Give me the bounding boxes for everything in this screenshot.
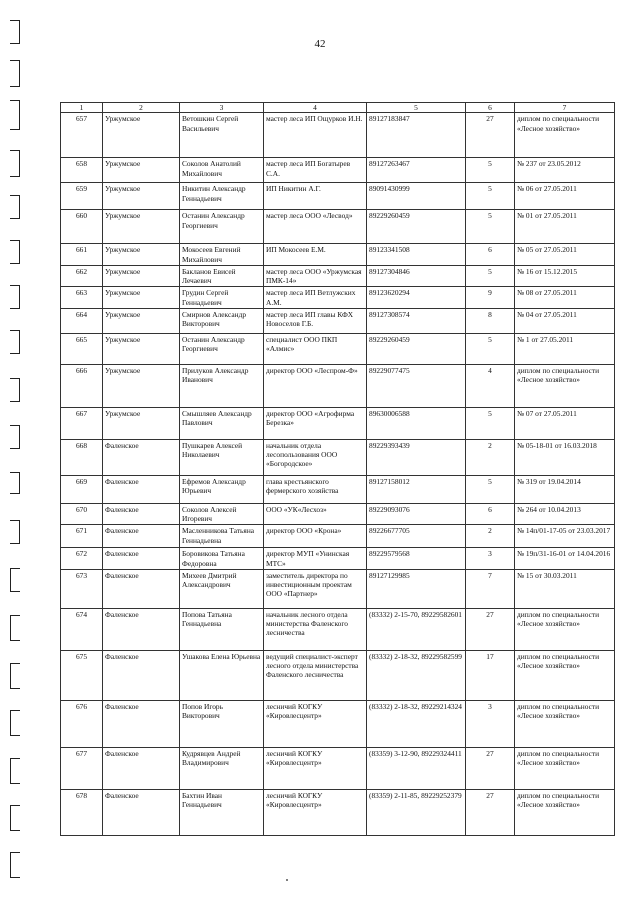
binder-mark [10, 710, 20, 736]
experience-cell: 4 [466, 364, 515, 407]
phone-cell: 89229393439 [367, 439, 466, 475]
phone-cell: 89127308574 [367, 308, 466, 333]
table-row [61, 439, 615, 475]
name-cell: Прилуков Александр Иванович [180, 364, 264, 407]
position-cell: мастер леса ООО «Уржумская ПМК-14» [264, 265, 367, 287]
table-row [61, 569, 615, 608]
row-number: 675 [61, 650, 103, 700]
phone-cell: (83359) 3-12-90, 89229324411 [367, 747, 466, 789]
district-cell: Фаленское [103, 700, 180, 747]
name-cell: Грудин Сергей Геннадьевич [180, 287, 264, 309]
district-cell: Уржумское [103, 113, 180, 158]
phone-cell: 89226677705 [367, 525, 466, 548]
row-number: 678 [61, 789, 103, 835]
column-header: 7 [515, 103, 615, 113]
phone-cell: 89127304846 [367, 265, 466, 287]
column-header: 3 [180, 103, 264, 113]
table-row [61, 407, 615, 439]
row-number: 674 [61, 608, 103, 650]
experience-cell: 5 [466, 265, 515, 287]
document-cell: № 06 от 27.05.2011 [515, 183, 615, 210]
name-cell: Соколов Анатолий Михайлович [180, 158, 264, 183]
position-cell: ИП Никитин А.Г. [264, 183, 367, 210]
phone-cell: 89229579568 [367, 548, 466, 570]
table-row [61, 789, 615, 835]
position-cell: мастер леса ИП Ощурков И.Н. [264, 113, 367, 158]
phone-cell: (83332) 2-18-32, 89229214324 [367, 700, 466, 747]
page-number: 42 [314, 38, 326, 50]
position-cell: начальник отдела лесопользования ООО «Богородское» [264, 439, 367, 475]
district-cell: Фаленское [103, 789, 180, 835]
row-number: 673 [61, 569, 103, 608]
position-cell: лесничий КОГКУ «Кировлесцентр» [264, 747, 367, 789]
phone-cell: 89229260459 [367, 333, 466, 364]
experience-cell: 6 [466, 244, 515, 266]
binder-mark [10, 520, 20, 544]
row-number: 658 [61, 158, 103, 183]
binder-mark [10, 425, 20, 449]
row-number: 664 [61, 308, 103, 333]
column-number-row [61, 103, 615, 113]
district-cell: Фаленское [103, 608, 180, 650]
document-cell: № 237 от 23.05.2012 [515, 158, 615, 183]
document-cell: диплом по специальности «Лесное хозяйство» [515, 113, 615, 158]
binder-mark [10, 330, 20, 354]
document-cell: диплом по специальности «Лесное хозяйство» [515, 650, 615, 700]
experience-cell: 27 [466, 747, 515, 789]
name-cell: Ветошкин Сергей Васильевич [180, 113, 264, 158]
district-cell: Фаленское [103, 548, 180, 570]
phone-cell: 89127263467 [367, 158, 466, 183]
experience-cell: 5 [466, 333, 515, 364]
position-cell: директор ООО «Крона» [264, 525, 367, 548]
phone-cell: 89229077475 [367, 364, 466, 407]
name-cell: Масленникова Татьяна Геннадьевна [180, 525, 264, 548]
row-number: 676 [61, 700, 103, 747]
position-cell: начальник лесного отдела министерства Фаленского лесничества [264, 608, 367, 650]
row-number: 662 [61, 265, 103, 287]
position-cell: ведущий специалист-эксперт лесного отдела министерства Фаленского лесничества [264, 650, 367, 700]
row-number: 669 [61, 475, 103, 503]
column-header: 4 [264, 103, 367, 113]
district-cell: Уржумское [103, 364, 180, 407]
document-cell: № 05-18-01 от 16.03.2018 [515, 439, 615, 475]
experience-cell: 27 [466, 113, 515, 158]
district-cell: Уржумское [103, 308, 180, 333]
position-cell: специалист ООО ПКП «Алмис» [264, 333, 367, 364]
name-cell: Кудрявцев Андрей Владимирович [180, 747, 264, 789]
district-cell: Уржумское [103, 210, 180, 244]
experience-cell: 9 [466, 287, 515, 309]
scan-speck [286, 879, 288, 881]
row-number: 663 [61, 287, 103, 309]
position-cell: лесничий КОГКУ «Кировлесцентр» [264, 789, 367, 835]
district-cell: Фаленское [103, 503, 180, 525]
row-number: 667 [61, 407, 103, 439]
district-cell: Уржумское [103, 183, 180, 210]
position-cell: директор ООО «Агрофирма Березка» [264, 407, 367, 439]
experience-cell: 5 [466, 210, 515, 244]
district-cell: Уржумское [103, 333, 180, 364]
column-header: 2 [103, 103, 180, 113]
table-row [61, 113, 615, 158]
experience-cell: 8 [466, 308, 515, 333]
document-cell: № 319 от 19.04.2014 [515, 475, 615, 503]
document-cell: № 05 от 27.05.2011 [515, 244, 615, 266]
district-cell: Уржумское [103, 244, 180, 266]
document-cell: диплом по специальности «Лесное хозяйство» [515, 789, 615, 835]
document-cell: № 01 от 27.05.2011 [515, 210, 615, 244]
binder-mark [10, 472, 20, 494]
document-cell: № 19п/31-16-01 от 14.04.2016 [515, 548, 615, 570]
name-cell: Останин Александр Георгиевич [180, 210, 264, 244]
table-row [61, 525, 615, 548]
table-row [61, 503, 615, 525]
table-row [61, 364, 615, 407]
row-number: 659 [61, 183, 103, 210]
table-row [61, 650, 615, 700]
binder-mark [10, 100, 20, 130]
position-cell: лесничий КОГКУ «Кировлесцентр» [264, 700, 367, 747]
position-cell: директор ООО «Леспром-Ф» [264, 364, 367, 407]
name-cell: Смирнов Александр Викторович [180, 308, 264, 333]
binder-mark [10, 195, 20, 219]
experience-cell: 5 [466, 158, 515, 183]
phone-cell: (83332) 2-18-32, 89229582599 [367, 650, 466, 700]
position-cell: ИП Мокосеев Е.М. [264, 244, 367, 266]
experience-cell: 6 [466, 503, 515, 525]
document-cell: диплом по специальности «Лесное хозяйство» [515, 747, 615, 789]
phone-cell: 89229093076 [367, 503, 466, 525]
phone-cell: 89127158012 [367, 475, 466, 503]
document-cell: № 264 от 10.04.2013 [515, 503, 615, 525]
table-row [61, 308, 615, 333]
column-header: 6 [466, 103, 515, 113]
phone-cell: 89091430999 [367, 183, 466, 210]
binder-mark [10, 378, 20, 402]
district-cell: Уржумское [103, 158, 180, 183]
table-row [61, 333, 615, 364]
name-cell: Ушакова Елена Юрьевна [180, 650, 264, 700]
table-row [61, 183, 615, 210]
row-number: 657 [61, 113, 103, 158]
position-cell: заместитель директора по инвестиционным проектам ООО «Партнер» [264, 569, 367, 608]
phone-cell: 89630006588 [367, 407, 466, 439]
experience-cell: 2 [466, 439, 515, 475]
experience-cell: 27 [466, 789, 515, 835]
binder-mark [10, 60, 20, 87]
name-cell: Бакланов Евисей Лечаевич [180, 265, 264, 287]
name-cell: Попова Татьяна Геннадьевна [180, 608, 264, 650]
table-row [61, 287, 615, 309]
district-cell: Уржумское [103, 287, 180, 309]
name-cell: Никитин Александр Геннадьевич [180, 183, 264, 210]
district-cell: Уржумское [103, 265, 180, 287]
document-cell: диплом по специальности «Лесное хозяйство» [515, 700, 615, 747]
position-cell: директор МУП «Унинская МТС» [264, 548, 367, 570]
binder-mark [10, 615, 20, 641]
experience-cell: 17 [466, 650, 515, 700]
position-cell: мастер леса ООО «Лесвод» [264, 210, 367, 244]
binder-mark [10, 285, 20, 309]
phone-cell: 89127129985 [367, 569, 466, 608]
name-cell: Попов Игорь Викторович [180, 700, 264, 747]
district-cell: Фаленское [103, 439, 180, 475]
experience-cell: 3 [466, 700, 515, 747]
binder-mark [10, 758, 20, 784]
row-number: 670 [61, 503, 103, 525]
column-header: 5 [367, 103, 466, 113]
binder-mark [10, 240, 20, 264]
position-cell: мастер леса ИП Богатырев С.А. [264, 158, 367, 183]
row-number: 661 [61, 244, 103, 266]
document-cell: № 08 от 27.05.2011 [515, 287, 615, 309]
binder-mark [10, 805, 20, 831]
binder-mark [10, 663, 20, 689]
experience-cell: 5 [466, 183, 515, 210]
table-row [61, 548, 615, 570]
experience-cell: 2 [466, 525, 515, 548]
experience-cell: 27 [466, 608, 515, 650]
district-cell: Фаленское [103, 650, 180, 700]
phone-cell: (83332) 2-15-70, 89229582601 [367, 608, 466, 650]
district-cell: Фаленское [103, 525, 180, 548]
phone-cell: 89127183847 [367, 113, 466, 158]
name-cell: Мокосеев Евгений Михайлович [180, 244, 264, 266]
table-row [61, 244, 615, 266]
binder-mark [10, 852, 20, 878]
name-cell: Соколов Алексей Игоревич [180, 503, 264, 525]
experience-cell: 5 [466, 407, 515, 439]
phone-cell: (83359) 2-11-85, 89229252379 [367, 789, 466, 835]
binder-mark [10, 568, 20, 592]
district-cell: Фаленское [103, 747, 180, 789]
name-cell: Ефремов Александр Юрьевич [180, 475, 264, 503]
document-cell: № 07 от 27.05.2011 [515, 407, 615, 439]
table-row [61, 747, 615, 789]
phone-cell: 89229260459 [367, 210, 466, 244]
table-row [61, 700, 615, 747]
table-row [61, 475, 615, 503]
document-cell: диплом по специальности «Лесное хозяйство» [515, 364, 615, 407]
experience-cell: 3 [466, 548, 515, 570]
document-cell: № 15 от 30.03.2011 [515, 569, 615, 608]
register-table [60, 102, 615, 836]
document-cell: № 1 от 27.05.2011 [515, 333, 615, 364]
name-cell: Боровикова Татьяна Федоровна [180, 548, 264, 570]
phone-cell: 89123620294 [367, 287, 466, 309]
document-cell: диплом по специальности «Лесное хозяйство» [515, 608, 615, 650]
district-cell: Фаленское [103, 569, 180, 608]
name-cell: Смышляев Александр Павлович [180, 407, 264, 439]
experience-cell: 5 [466, 475, 515, 503]
row-number: 672 [61, 548, 103, 570]
row-number: 666 [61, 364, 103, 407]
row-number: 660 [61, 210, 103, 244]
position-cell: глава крестьянского фермерского хозяйства [264, 475, 367, 503]
table-row [61, 158, 615, 183]
row-number: 671 [61, 525, 103, 548]
name-cell: Останин Александр Георгиевич [180, 333, 264, 364]
document-cell: № 16 от 15.12.2015 [515, 265, 615, 287]
row-number: 677 [61, 747, 103, 789]
phone-cell: 89123341508 [367, 244, 466, 266]
district-cell: Уржумское [103, 407, 180, 439]
document-cell: № 14п/01-17-05 от 23.03.2017 [515, 525, 615, 548]
position-cell: ООО «УК«Лесхоз» [264, 503, 367, 525]
row-number: 668 [61, 439, 103, 475]
experience-cell: 7 [466, 569, 515, 608]
document-cell: № 04 от 27.05.2011 [515, 308, 615, 333]
position-cell: мастер леса ИП главы КФХ Новоселов Г.Б. [264, 308, 367, 333]
binder-mark [10, 150, 20, 177]
position-cell: мастер леса ИП Ветлужских А.М. [264, 287, 367, 309]
column-header: 1 [61, 103, 103, 113]
name-cell: Пушкарев Алексей Николаевич [180, 439, 264, 475]
table-row [61, 608, 615, 650]
table-row [61, 265, 615, 287]
district-cell: Фаленское [103, 475, 180, 503]
name-cell: Михеев Дмитрий Александрович [180, 569, 264, 608]
row-number: 665 [61, 333, 103, 364]
name-cell: Бахтин Иван Геннадьевич [180, 789, 264, 835]
table-row [61, 210, 615, 244]
